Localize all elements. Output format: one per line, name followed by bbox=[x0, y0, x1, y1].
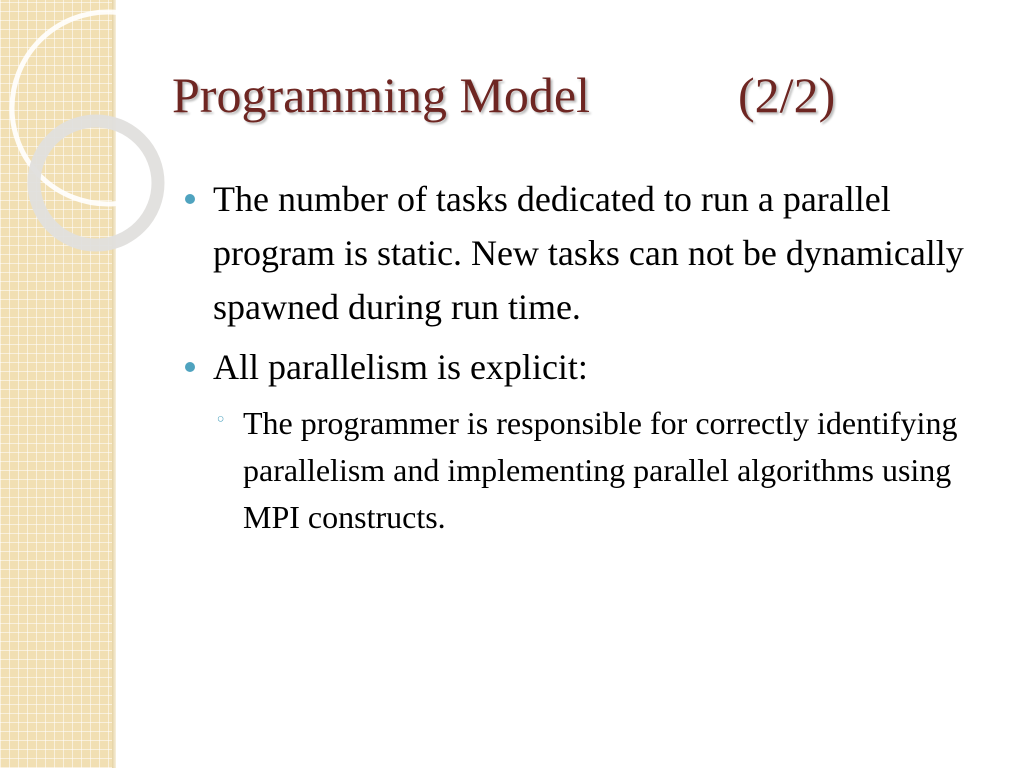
bullet-item bbox=[184, 172, 984, 334]
ring-decoration-icon bbox=[0, 0, 200, 280]
filled-circle-bullet-icon bbox=[185, 194, 195, 204]
bullet-text: The number of tasks dedicated to run a parallel program is static. New tasks can not be dynamically spawned during run time. bbox=[213, 179, 964, 327]
hollow-circle-bullet-icon: ◦ bbox=[215, 409, 227, 431]
sub-bullet-item bbox=[213, 400, 984, 541]
bullet-text: All parallelism is explicit: bbox=[213, 347, 588, 387]
slide-content bbox=[184, 172, 984, 541]
title-text: Programming Model bbox=[172, 67, 591, 123]
filled-circle-bullet-icon bbox=[185, 362, 195, 372]
sub-bullet-text: The programmer is responsible for correctly identifying parallelism and implementing parallel algorithms using MPI constructs. bbox=[243, 405, 958, 535]
small-ring bbox=[34, 121, 158, 245]
title-page-marker: (2/2) bbox=[738, 67, 836, 123]
bullet-item bbox=[184, 340, 984, 394]
slide-title bbox=[172, 68, 835, 123]
